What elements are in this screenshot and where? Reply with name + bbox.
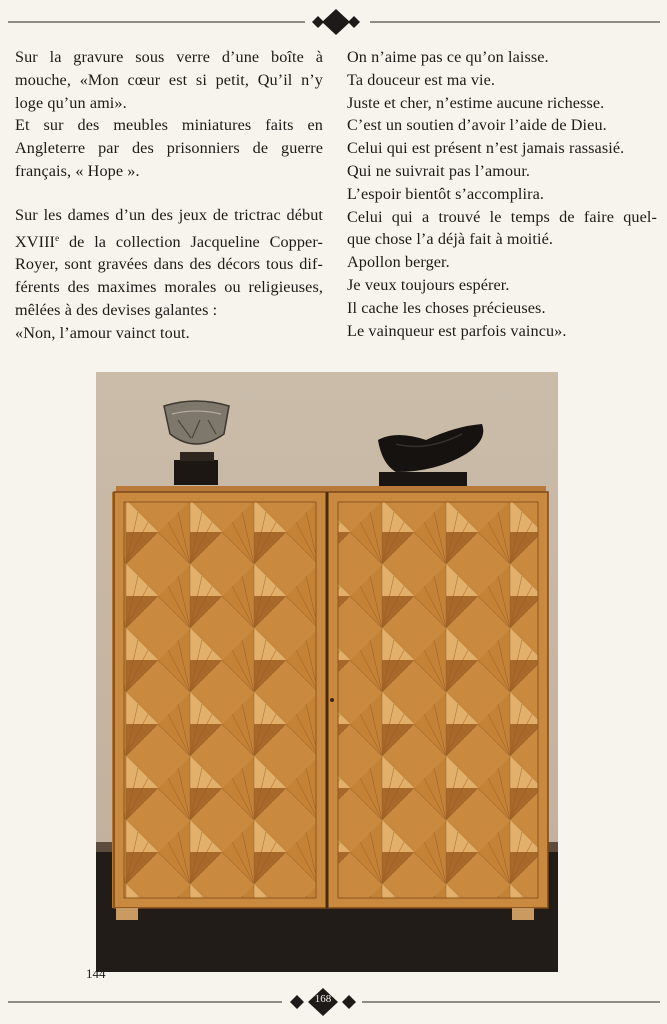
text-line: Ta douceur est ma vie.	[347, 70, 496, 89]
text-line: Juste et cher, n’estime aucune richesse.	[347, 93, 605, 112]
page-number: 168	[314, 993, 332, 1005]
text-line: Le vainqueur est parfois vaincu».	[347, 321, 567, 340]
text-line: Je veux toujours espérer.	[347, 275, 510, 294]
text-fragment: de la collection Jacqueline Copper-	[59, 232, 323, 251]
cabinet-photograph	[96, 372, 558, 972]
century-numeral: XVIII	[15, 232, 56, 251]
left-text-column	[15, 46, 323, 345]
text-line: Qui ne suivrait pas l’amour.	[347, 161, 531, 180]
text-line: Royer, sont gravées dans des décors tous dif-	[15, 255, 323, 274]
text-line: On n’aime pas ce qu’on laisse.	[347, 48, 549, 66]
right-text-column	[347, 46, 657, 342]
text-line: Il cache les choses précieuses.	[347, 298, 546, 317]
century-superscript: e	[55, 232, 60, 243]
cabinet-illustration	[96, 372, 558, 972]
text-line: Sur la gravure sous verre d’une boîte à	[15, 48, 323, 66]
text-line: C’est un soutien d’avoir l’aide de Dieu.	[347, 116, 607, 135]
text-line: mêlées à des devises galantes :	[15, 300, 218, 319]
marquetry-cabinet	[112, 486, 548, 920]
text-line: férents des maximes morales ou religieuses,	[15, 278, 323, 297]
text-line: Sur les dames d’un des jeux de trictrac début	[15, 205, 323, 224]
text-line	[15, 227, 323, 254]
text-line: Et sur des meubles miniatures faits en	[15, 116, 323, 135]
figure-number: 144	[86, 966, 106, 981]
text-line: «Non, l’amour vainct tout.	[15, 323, 190, 342]
text-line: L’espoir bientôt s’accomplira.	[347, 184, 545, 203]
top-ornament	[0, 7, 667, 37]
text-line: Celui qui a trouvé le temps de faire quel-	[347, 207, 657, 226]
text-line: Celui qui est présent n’est jamais rassasié.	[347, 139, 625, 158]
text-line: que chose l’a déjà fait à moitié.	[347, 230, 554, 249]
text-line: Angleterre par des prisonniers de guerre	[15, 139, 323, 158]
text-line: mouche, «Mon cœur est si petit, Qu’il n’y	[15, 70, 323, 89]
text-line: Apollon berger.	[347, 253, 450, 272]
text-line: loge qu’un ami».	[15, 93, 127, 112]
text-line: français, « Hope ».	[15, 161, 140, 180]
